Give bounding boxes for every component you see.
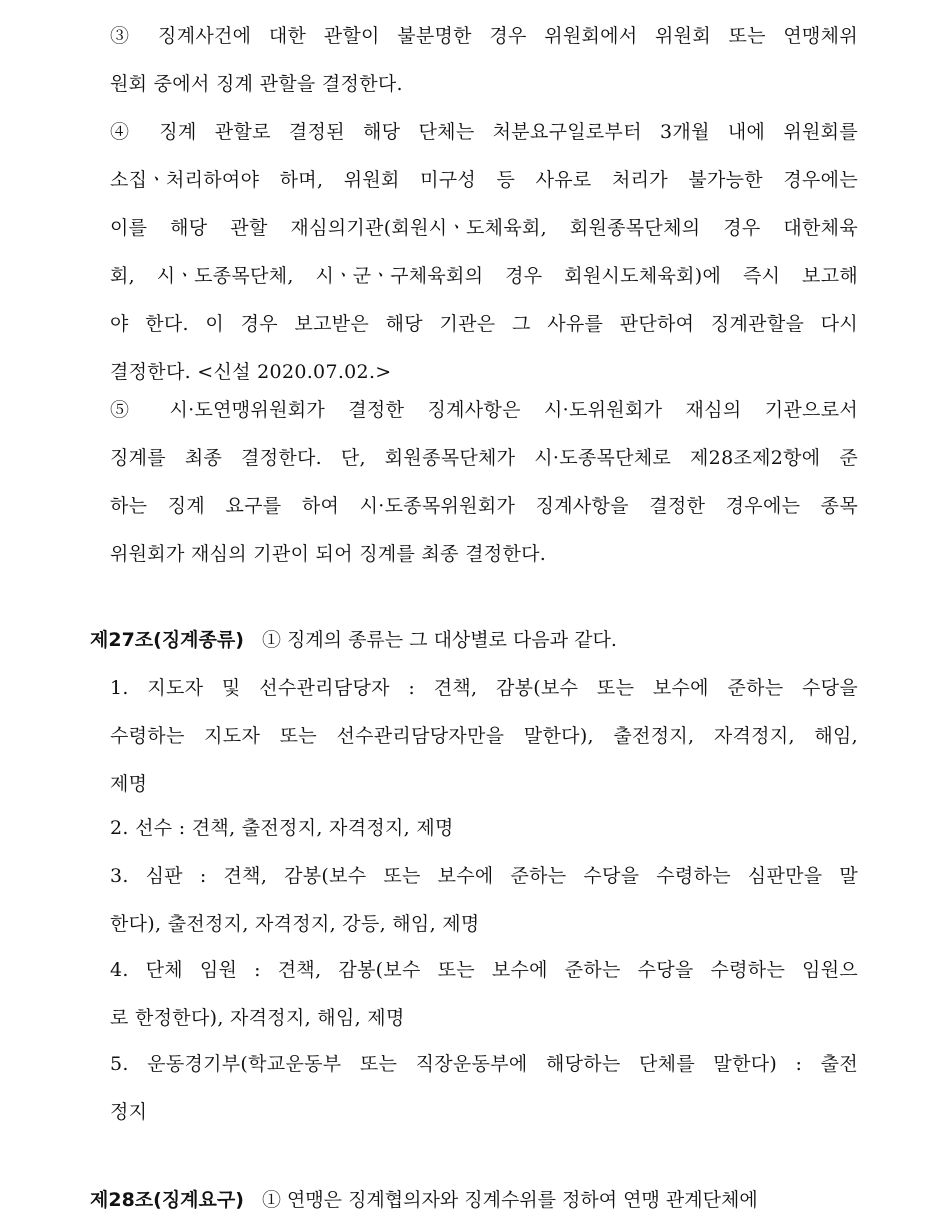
item-line: 3. 심판 : 견책, 감봉(보수 또는 보수에 준하는 수당을 수령하는 심판만을 말 [110, 865, 858, 887]
item-line: 로 한정한다), 자격정지, 해임, 제명 [110, 1007, 405, 1029]
article-27-item-2 [110, 804, 858, 852]
clause-5-line: 징계를 최종 결정한다. 단, 회원종목단체가 시·도종목단체로 제28조제2항에 준 [110, 447, 858, 469]
item-line: 1. 지도자 및 선수관리담당자 : 견책, 감봉(보수 또는 보수에 준하는 수당을 [110, 677, 858, 699]
item-line: 4. 단체 임원 : 견책, 감봉(보수 또는 보수에 준하는 수당을 수령하는 임원으 [110, 959, 858, 981]
clause-4-line: 결정한다. <신설 2020.07.02.> [110, 361, 392, 383]
clause-4-line: 소집ㆍ처리하여야 하며, 위원회 미구성 등 사유로 처리가 불가능한 경우에는 [110, 169, 858, 191]
clause-5 [110, 386, 858, 578]
clause-3-line: ③ 징계사건에 대한 관할이 불분명한 경우 위원회에서 위원회 또는 연맹체위 [110, 25, 858, 47]
clause-4-line: 야 한다. 이 경우 보고받은 해당 기관은 그 사유를 판단하여 징계관할을 다시 [110, 313, 858, 335]
item-line: 제명 [110, 773, 148, 795]
article-27-item-3 [110, 852, 858, 948]
article-27-item-1 [110, 664, 858, 808]
article-28-text: ① 연맹은 징계협의자와 징계수위를 정하여 연맹 관계단체에 [261, 1189, 758, 1211]
article-27-text: ① 징계의 종류는 그 대상별로 다음과 같다. [261, 629, 617, 651]
item-line: 정지 [110, 1101, 148, 1123]
clause-3 [110, 12, 858, 108]
article-27-item-5 [110, 1040, 858, 1136]
item-line: 5. 운동경기부(학교운동부 또는 직장운동부에 해당하는 단체를 말한다) : 출전 [110, 1053, 858, 1075]
clause-5-line: ⑤ 시·도연맹위원회가 결정한 징계사항은 시·도위원회가 재심의 기관으로서 [110, 399, 858, 421]
article-28 [90, 1176, 860, 1224]
item-line: 수령하는 지도자 또는 선수관리담당자만을 말한다), 출전정지, 자격정지, 해임, [110, 725, 858, 747]
clause-4 [110, 108, 858, 396]
clause-4-line: 회, 시ㆍ도종목단체, 시ㆍ군ㆍ구체육회의 경우 회원시도체육회)에 즉시 보고해 [110, 265, 858, 287]
article-27 [90, 616, 860, 664]
clause-4-line: ④ 징계 관할로 결정된 해당 단체는 처분요구일로부터 3개월 내에 위원회를 [110, 121, 858, 143]
item-line: 한다), 출전정지, 자격정지, 강등, 해임, 제명 [110, 913, 480, 935]
article-28-heading: 제28조(징계요구) [90, 1189, 244, 1211]
item-line: 2. 선수 : 견책, 출전정지, 자격정지, 제명 [110, 817, 454, 839]
clause-5-line: 하는 징계 요구를 하여 시·도종목위원회가 징계사항을 결정한 경우에는 종목 [110, 495, 858, 517]
clause-3-line: 원회 중에서 징계 관할을 결정한다. [110, 73, 403, 95]
article-27-item-4 [110, 946, 858, 1042]
article-27-heading: 제27조(징계종류) [90, 629, 244, 651]
clause-5-line: 위원회가 재심의 기관이 되어 징계를 최종 결정한다. [110, 543, 547, 565]
clause-4-line: 이를 해당 관할 재심의기관(회원시ㆍ도체육회, 회원종목단체의 경우 대한체육 [110, 217, 858, 239]
